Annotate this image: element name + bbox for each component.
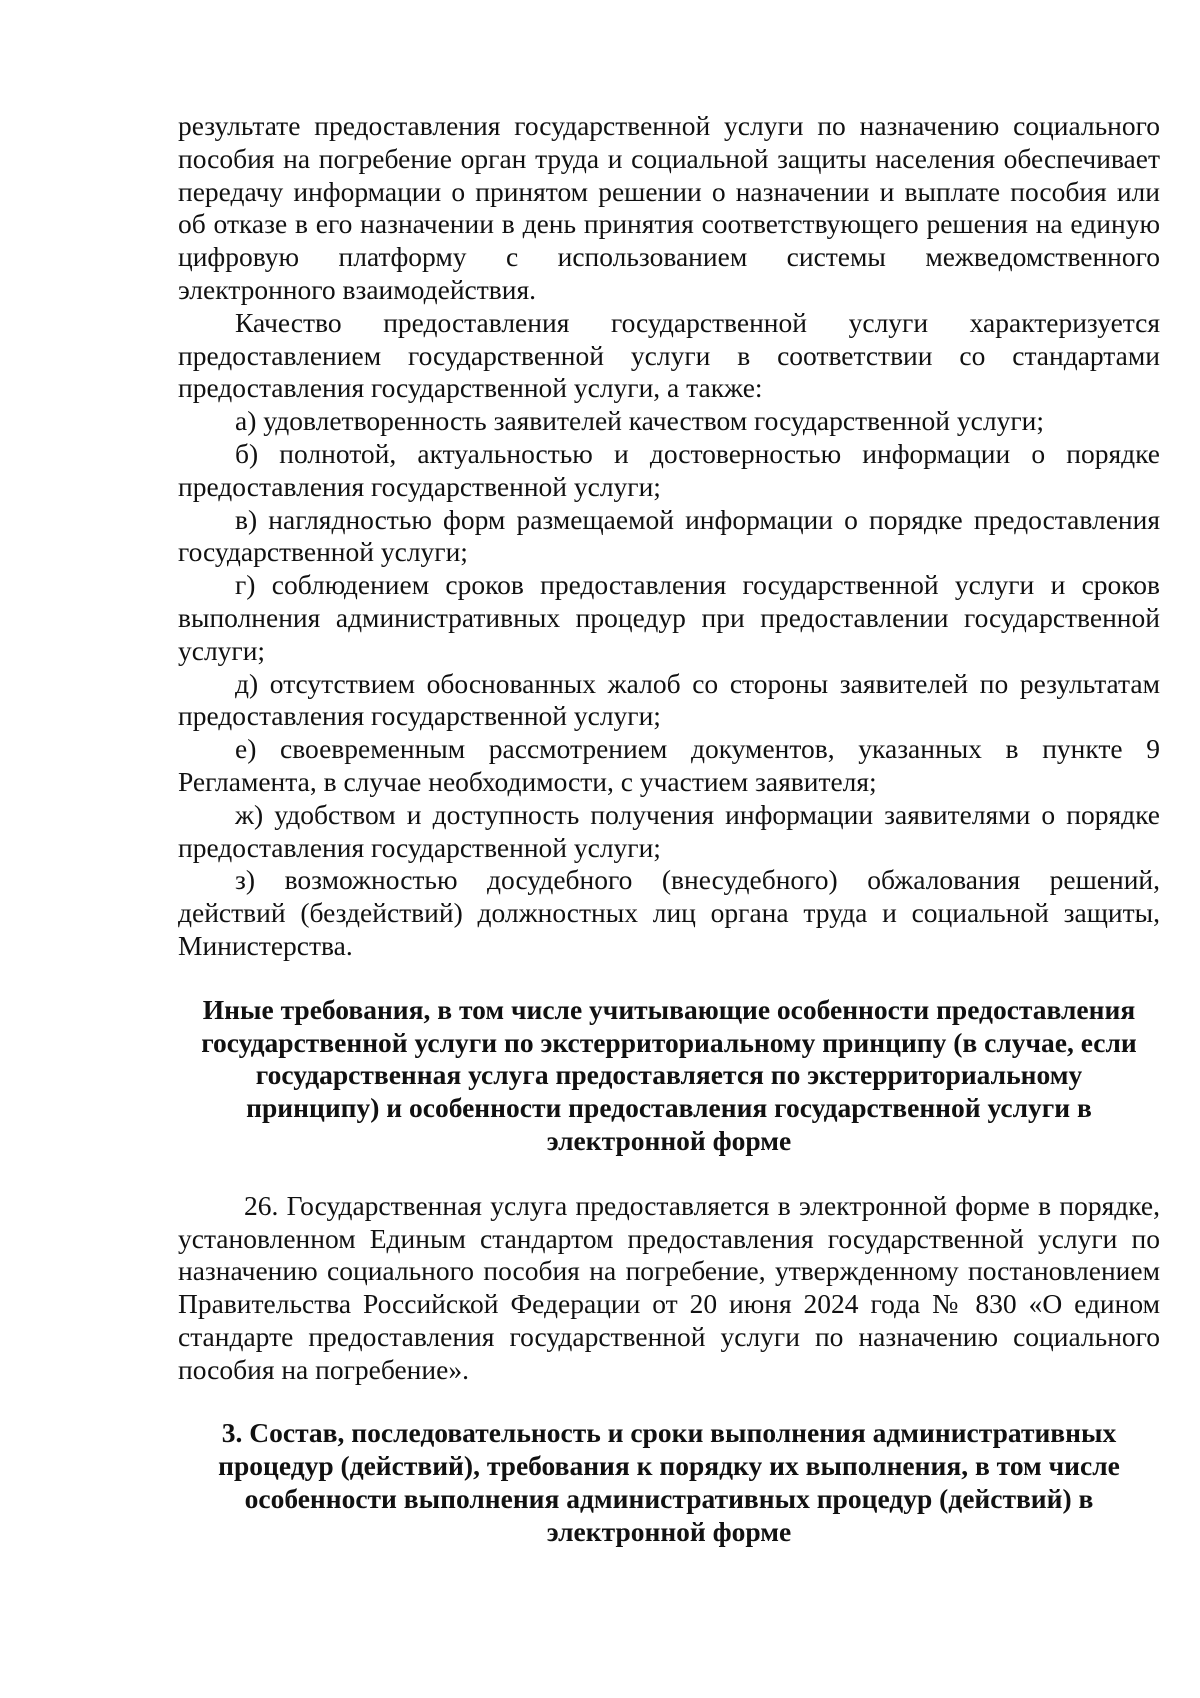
list-item-zh: ж) удобством и доступность получения информации заявителями о порядке предоставления государственной услуги; xyxy=(178,798,1160,863)
list-item-z: з) возможностью досудебного (внесудебного) обжалования решений, действий (бездействий) должностных лиц органа труда и социальной защиты, Министерства. xyxy=(178,864,1160,961)
paragraph-26: 26. Государственная услуга предоставляется в электронной форме в порядке, установленном Единым стандартом предоставления государственной услуги по назначению социального пособия на погребение, утвержденному постановлением Правительства Российской Федерации от 20 июня 2024 года № 830 «О едином стандарте предоставления государственной услуги по назначению социального пособия на погребение». xyxy=(178,1189,1160,1385)
list-item-e: е) своевременным рассмотрением документов, указанных в пункте 9 Регламента, в случае необходимости, с участием заявителя; xyxy=(178,733,1160,797)
spacer xyxy=(178,1158,1160,1190)
list-item-d: д) отсутствием обоснованных жалоб со стороны заявителей по результатам предоставления государственной услуги; xyxy=(178,667,1160,732)
heading-line: государственная услуга предоставляется по экстерриториальному xyxy=(255,1059,1083,1091)
list-item-a: а) удовлетворенность заявителей качеством государственной услуги; xyxy=(235,405,1044,437)
heading-line: электронной форме xyxy=(546,1124,792,1156)
list-item-v: в) наглядностью форм размещаемой информации о порядке предоставления государственной услуги; xyxy=(178,503,1160,568)
spacer xyxy=(178,1386,1160,1417)
heading-line: государственной услуги по экстерриториальному принципу (в случае, если xyxy=(201,1026,1137,1058)
list-item-g: г) соблюдением сроков предоставления государственной услуги и сроков выполнения административных процедур при предоставлении государственной услуги; xyxy=(178,569,1160,666)
heading-line: особенности выполнения административных процедур (действий) в xyxy=(244,1483,1094,1515)
heading-line: 3. Состав, последовательность и сроки выполнения административных xyxy=(221,1417,1117,1449)
spacer xyxy=(178,963,1160,994)
document-body xyxy=(178,110,1160,1549)
heading-line: процедур (действий), требования к порядку их выполнения, в том числе xyxy=(218,1450,1120,1482)
paragraph-continuation: результате предоставления государственной услуги по назначению социального пособия на погребение орган труда и социальной защиты населения обеспечивает передачу информации о принятом решении о назначении и выплате пособия или об отказе в его назначении в день принятия соответствующего решения на единую цифровую платформу с использованием системы межведомственного электронного взаимодействия. xyxy=(178,110,1160,305)
section-heading-other-requirements xyxy=(178,994,1160,1158)
section-heading-3 xyxy=(178,1417,1160,1548)
heading-line: Иные требования, в том числе учитывающие особенности предоставления xyxy=(202,993,1136,1025)
list-item-b: б) полнотой, актуальностью и достоверностью информации о порядке предоставления государственной услуги; xyxy=(178,437,1160,502)
heading-line: электронной форме xyxy=(546,1515,792,1547)
paragraph-quality-intro: Качество предоставления государственной услуги характеризуется предоставлением государственной услуги в соответствии со стандартами предоставления государственной услуги, а также: xyxy=(178,306,1160,404)
heading-line: принципу) и особенности предоставления государственной услуги в xyxy=(246,1092,1092,1124)
